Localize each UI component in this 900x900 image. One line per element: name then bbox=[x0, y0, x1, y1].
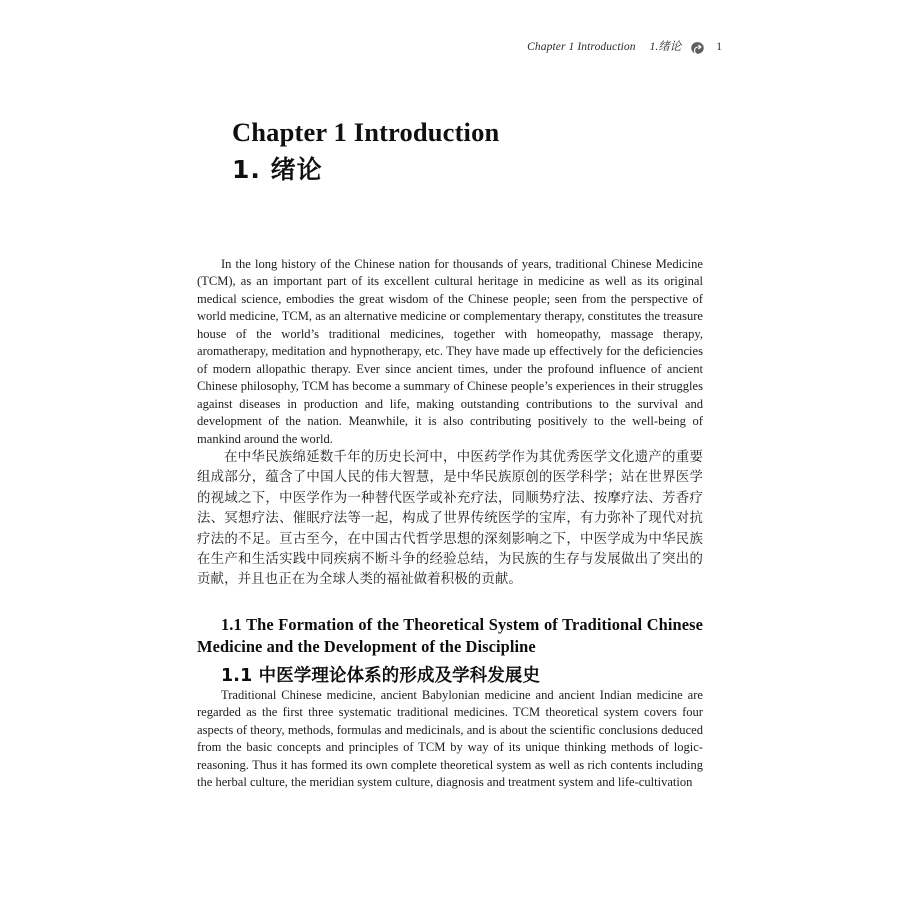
running-header-chapter-en: Chapter 1 Introduction bbox=[527, 41, 636, 54]
section-paragraph-english: Traditional Chinese medicine, ancient Babylonian medicine and ancient Indian medicine are regarded as the first three systematic traditional medicines. TCM theoretical system covers four aspects of theory, methods, formulas and medicinals, and is about the scientific conclusions deduced from the basic concepts and principles of TCM by way of its unique thinking methods of logic-reasoning. Thus it has formed its own complete theoretical system as well as rich contents including the herbal culture, the meridian system culture, diagnosis and treatment system and life-cultivation bbox=[197, 687, 703, 790]
section-heading-chinese: 1.1 中医学理论体系的形成及学科发展史 bbox=[221, 665, 541, 686]
page-number: 1 bbox=[716, 41, 722, 54]
running-header-chapter-zh: 1.绪论 bbox=[649, 41, 682, 54]
leaf-arrow-icon bbox=[690, 41, 705, 56]
section-heading-english: 1.1 The Formation of the Theoretical System of Traditional Chinese Medicine and the Development of the Discipline bbox=[197, 614, 703, 657]
intro-paragraph-english: In the long history of the Chinese nation for thousands of years, traditional Chinese Medicine (TCM), as an important part of its excellent cultural heritage in medicine as well as its original medical science, embodies the great wisdom of the Chinese people; seen from the perspective of world medicine, TCM, as an alternative medicine or complementary therapy, constitutes the treasure house of the world’s traditional medicines, together with homeopathy, massage therapy, aromatherapy, meditation and hypnotherapy, etc. They have made up effectively for the deficiencies of modern allopathic therapy. Ever since ancient times, under the profound influence of ancient Chinese philosophy, TCM has become a summary of Chinese people’s experiences in their struggles against diseases in production and life, making outstanding contributions to the survival and development of the nation. Meanwhile, it is also contributing positively to the well-being of mankind around the world. bbox=[197, 257, 703, 446]
chapter-title-block bbox=[232, 118, 712, 184]
chapter-title-chinese: 1. 绪论 bbox=[232, 154, 323, 184]
chapter-title-english: Chapter 1 Introduction bbox=[232, 117, 500, 147]
running-header bbox=[197, 38, 722, 58]
intro-paragraph-chinese: 在中华民族绵延数千年的历史长河中，中医药学作为其优秀医学文化遗产的重要组成部分，蕴含了中国人民的伟大智慧，是中华民族原创的医学科学；站在世界医学的视域之下，中医学作为一种替代医学或补充疗法，同顺势疗法、按摩疗法、芳香疗法、冥想疗法、催眠疗法等一起，构成了世界传统医学的宝库，有力弥补了现代对抗疗法的不足。亘古至今，在中国古代哲学思想的深刻影响之下，中医学成为中华民族在生产和生活实践中同疾病不断斗争的经验总结，为民族的生存与发展做出了突出的贡献，并且也正在为全球人类的福祉做着积极的贡献。 bbox=[197, 449, 703, 588]
page-content bbox=[197, 256, 703, 792]
